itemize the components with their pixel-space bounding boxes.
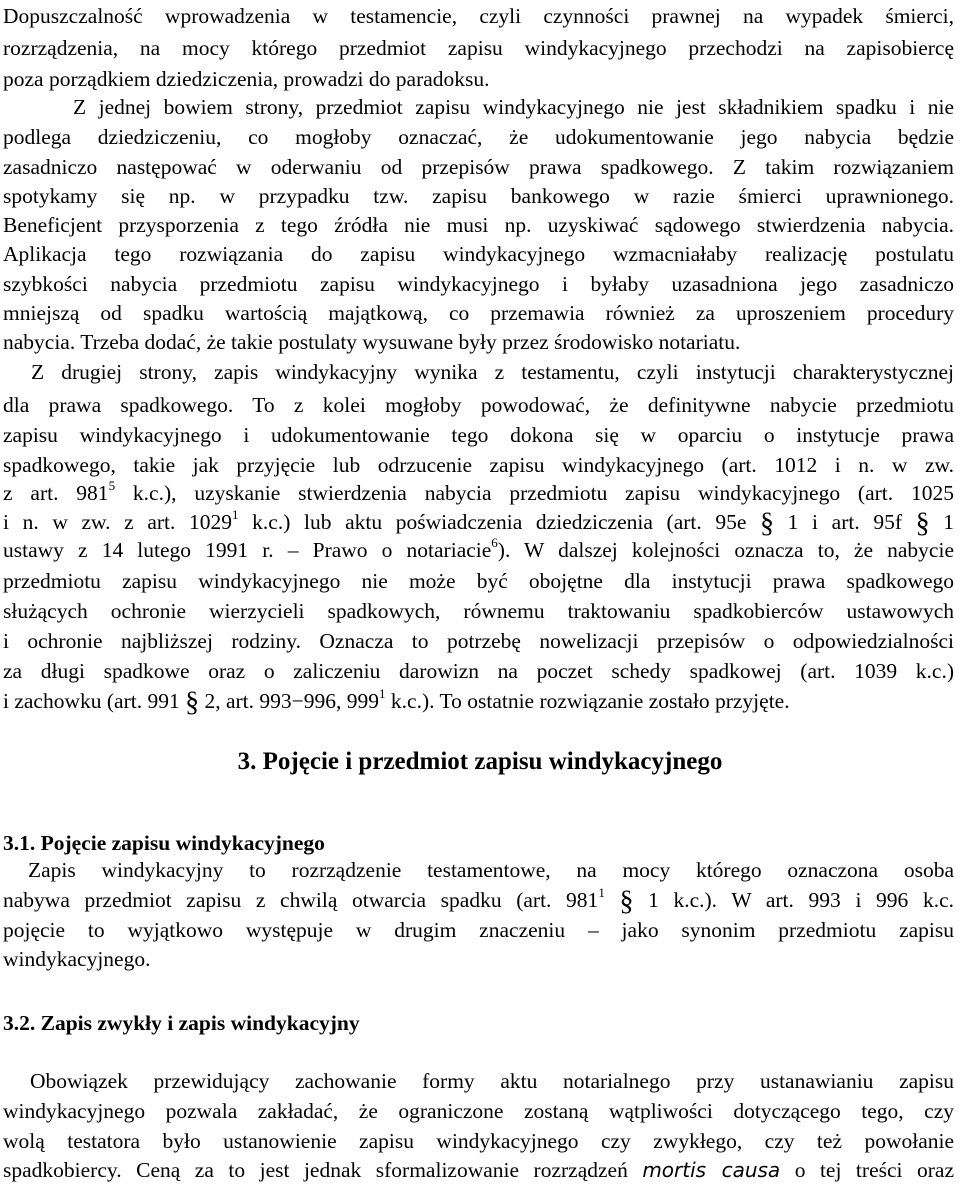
superscript: 1 xyxy=(598,884,605,900)
text-line: Beneficjent przysporzenia z tego źródła nie musi np. uzyskiwać sądowego stwierdzenia nabycia. xyxy=(3,213,954,237)
text-line: podlega dziedziczeniu, co mogłoby oznaczać, że udokumentowanie jego nabycia będzie xyxy=(3,125,954,149)
text-line: poza porządkiem dziedziczenia, prowadzi do paradoksu. xyxy=(3,67,490,91)
text-line: Aplikacja tego rozwiązania do zapisu windykacyjnego wzmacniałaby realizację postulatu xyxy=(3,242,954,266)
section-sign: § xyxy=(185,687,200,718)
superscript: 5 xyxy=(108,477,116,493)
text-span: spadkobiercy. Ceną za to jest jednak sformalizowanie rozrządzeń xyxy=(3,1158,643,1182)
section-heading: 3. Pojęcie i przedmiot zapisu windykacyjnego xyxy=(237,748,723,775)
subsection-heading: 3.1. Pojęcie zapisu windykacyjnego xyxy=(3,831,325,855)
section-sign: § xyxy=(915,508,930,539)
text-line: windykacyjnego pozwala zakładać, że ograniczone zostaną wątpliwości dotyczącego tego, czy xyxy=(3,1099,954,1123)
text-line: Dopuszczalność wprowadzenia w testamencie, czyli czynności prawnej na wypadek śmierci, xyxy=(3,4,954,28)
text-line: Zapis windykacyjny to rozrządzenie testamentowe, na mocy którego oznaczona osoba xyxy=(28,858,954,882)
text-line xyxy=(3,885,954,915)
text-line: służących ochronie wierzycieli spadkowych, równemu traktowaniu spadkobierców ustawowych xyxy=(3,599,954,623)
text-line: dla prawa spadkowego. To z kolei mogłoby powodować, że definitywne nabycie przedmiotu xyxy=(3,393,954,417)
text-line xyxy=(3,478,954,508)
text-line: zapisu windykacyjnego i udokumentowanie tego dokona się w oparciu o instytucje prawa xyxy=(3,423,954,447)
text-line: Obowiązek przewidujący zachowanie formy aktu notarialnego przy ustanawianiu zapisu xyxy=(30,1069,954,1093)
text-span: 1 xyxy=(929,510,955,534)
section-sign: § xyxy=(760,508,775,539)
superscript: 1 xyxy=(232,506,239,522)
text-line xyxy=(3,686,954,716)
text-span: 2, art. 993−996, 999 xyxy=(199,689,380,713)
text-line: spadkowego, takie jak przyjęcie lub odrzucenie zapisu windykacyjnego (art. 1012 i n. w zw. xyxy=(3,453,954,477)
text-line: szybkości nabycia przedmiotu zapisu windykacyjnego i byłaby uzasadniona jego zasadniczo xyxy=(3,272,954,296)
text-line: zasadniczo następować w oderwaniu od przepisów prawa spadkowego. Z takim rozwiązaniem xyxy=(3,155,954,179)
text-line: przedmiotu zapisu windykacyjnego nie może być obojętne dla instytucji prawa spadkowego xyxy=(3,569,954,593)
text-line: pojęcie to wyjątkowo występuje w drugim znaczeniu – jako synonim przedmiotu zapisu xyxy=(3,918,954,942)
text-line: za długi spadkowe oraz o zaliczeniu darowizn na poczet schedy spadkowej (art. 1039 k.c.) xyxy=(3,659,954,683)
subsection-heading: 3.2. Zapis zwykły i zapis windykacyjny xyxy=(3,1011,360,1035)
section-sign: § xyxy=(619,886,634,917)
text-line: Z jednej bowiem strony, przedmiot zapisu windykacyjnego nie jest składnikiem spadku i nie xyxy=(73,95,954,119)
text-line: rozrządzenia, na mocy którego przedmiot zapisu windykacyjnego przechodzi na zapisobiercę xyxy=(3,36,954,60)
text-span: k.c.). To ostatnie rozwiązanie zostało przyjęte. xyxy=(385,689,790,713)
text-span: 1 i art. 95f xyxy=(774,510,916,534)
text-line xyxy=(3,535,954,565)
text-span: z art. 981 xyxy=(3,481,109,505)
superscript: 6 xyxy=(491,534,498,550)
italic-term: mortis causa xyxy=(642,1158,781,1182)
text-span: k.c.) lub aktu poświadczenia dziedziczenia (art. 95e xyxy=(238,510,761,534)
text-line xyxy=(3,1155,954,1184)
text-line: mniejszą od spadku wartością majątkową, co przemawia również za uproszeniem procedury xyxy=(3,301,954,325)
text-span: k.c.), uzyskanie stwierdzenia nabycia przedmiotu zapisu windykacyjnego (art. 1025 xyxy=(115,481,954,505)
text-span: ustawy z 14 lutego 1991 r. – Prawo o notariacie xyxy=(3,538,492,562)
text-span: 1 k.c.). W art. 993 i 996 k.c. xyxy=(633,888,954,912)
text-line: i ochronie najbliższej rodziny. Oznacza to potrzebę nowelizacji przepisów o odpowiedzialności xyxy=(3,629,954,653)
text-line: windykacyjnego. xyxy=(3,947,151,971)
text-line: wolą testatora było ustanowienie zapisu windykacyjnego czy zwykłego, czy też powołanie xyxy=(3,1129,954,1153)
text-line: Z drugiej strony, zapis windykacyjny wynika z testamentu, czyli instytucji charakterystycznej xyxy=(31,360,954,384)
text-line: spotykamy się np. w przypadku tzw. zapisu bankowego w razie śmierci uprawnionego. xyxy=(3,184,954,208)
text-span: nabywa przedmiot zapisu z chwilą otwarcia spadku (art. 981 xyxy=(3,888,599,912)
text-line: nabycia. Trzeba dodać, że takie postulaty wysuwane były przez środowisko notariatu. xyxy=(3,330,741,354)
text-span: o tej treści oraz xyxy=(780,1158,954,1182)
text-span: ). W dalszej kolejności oznacza to, że nabycie xyxy=(497,538,954,562)
text-span: i zachowku (art. 991 xyxy=(3,689,186,713)
text-span: i n. w zw. z art. 1029 xyxy=(3,510,233,534)
text-line xyxy=(3,507,954,537)
superscript: 1 xyxy=(379,685,386,701)
